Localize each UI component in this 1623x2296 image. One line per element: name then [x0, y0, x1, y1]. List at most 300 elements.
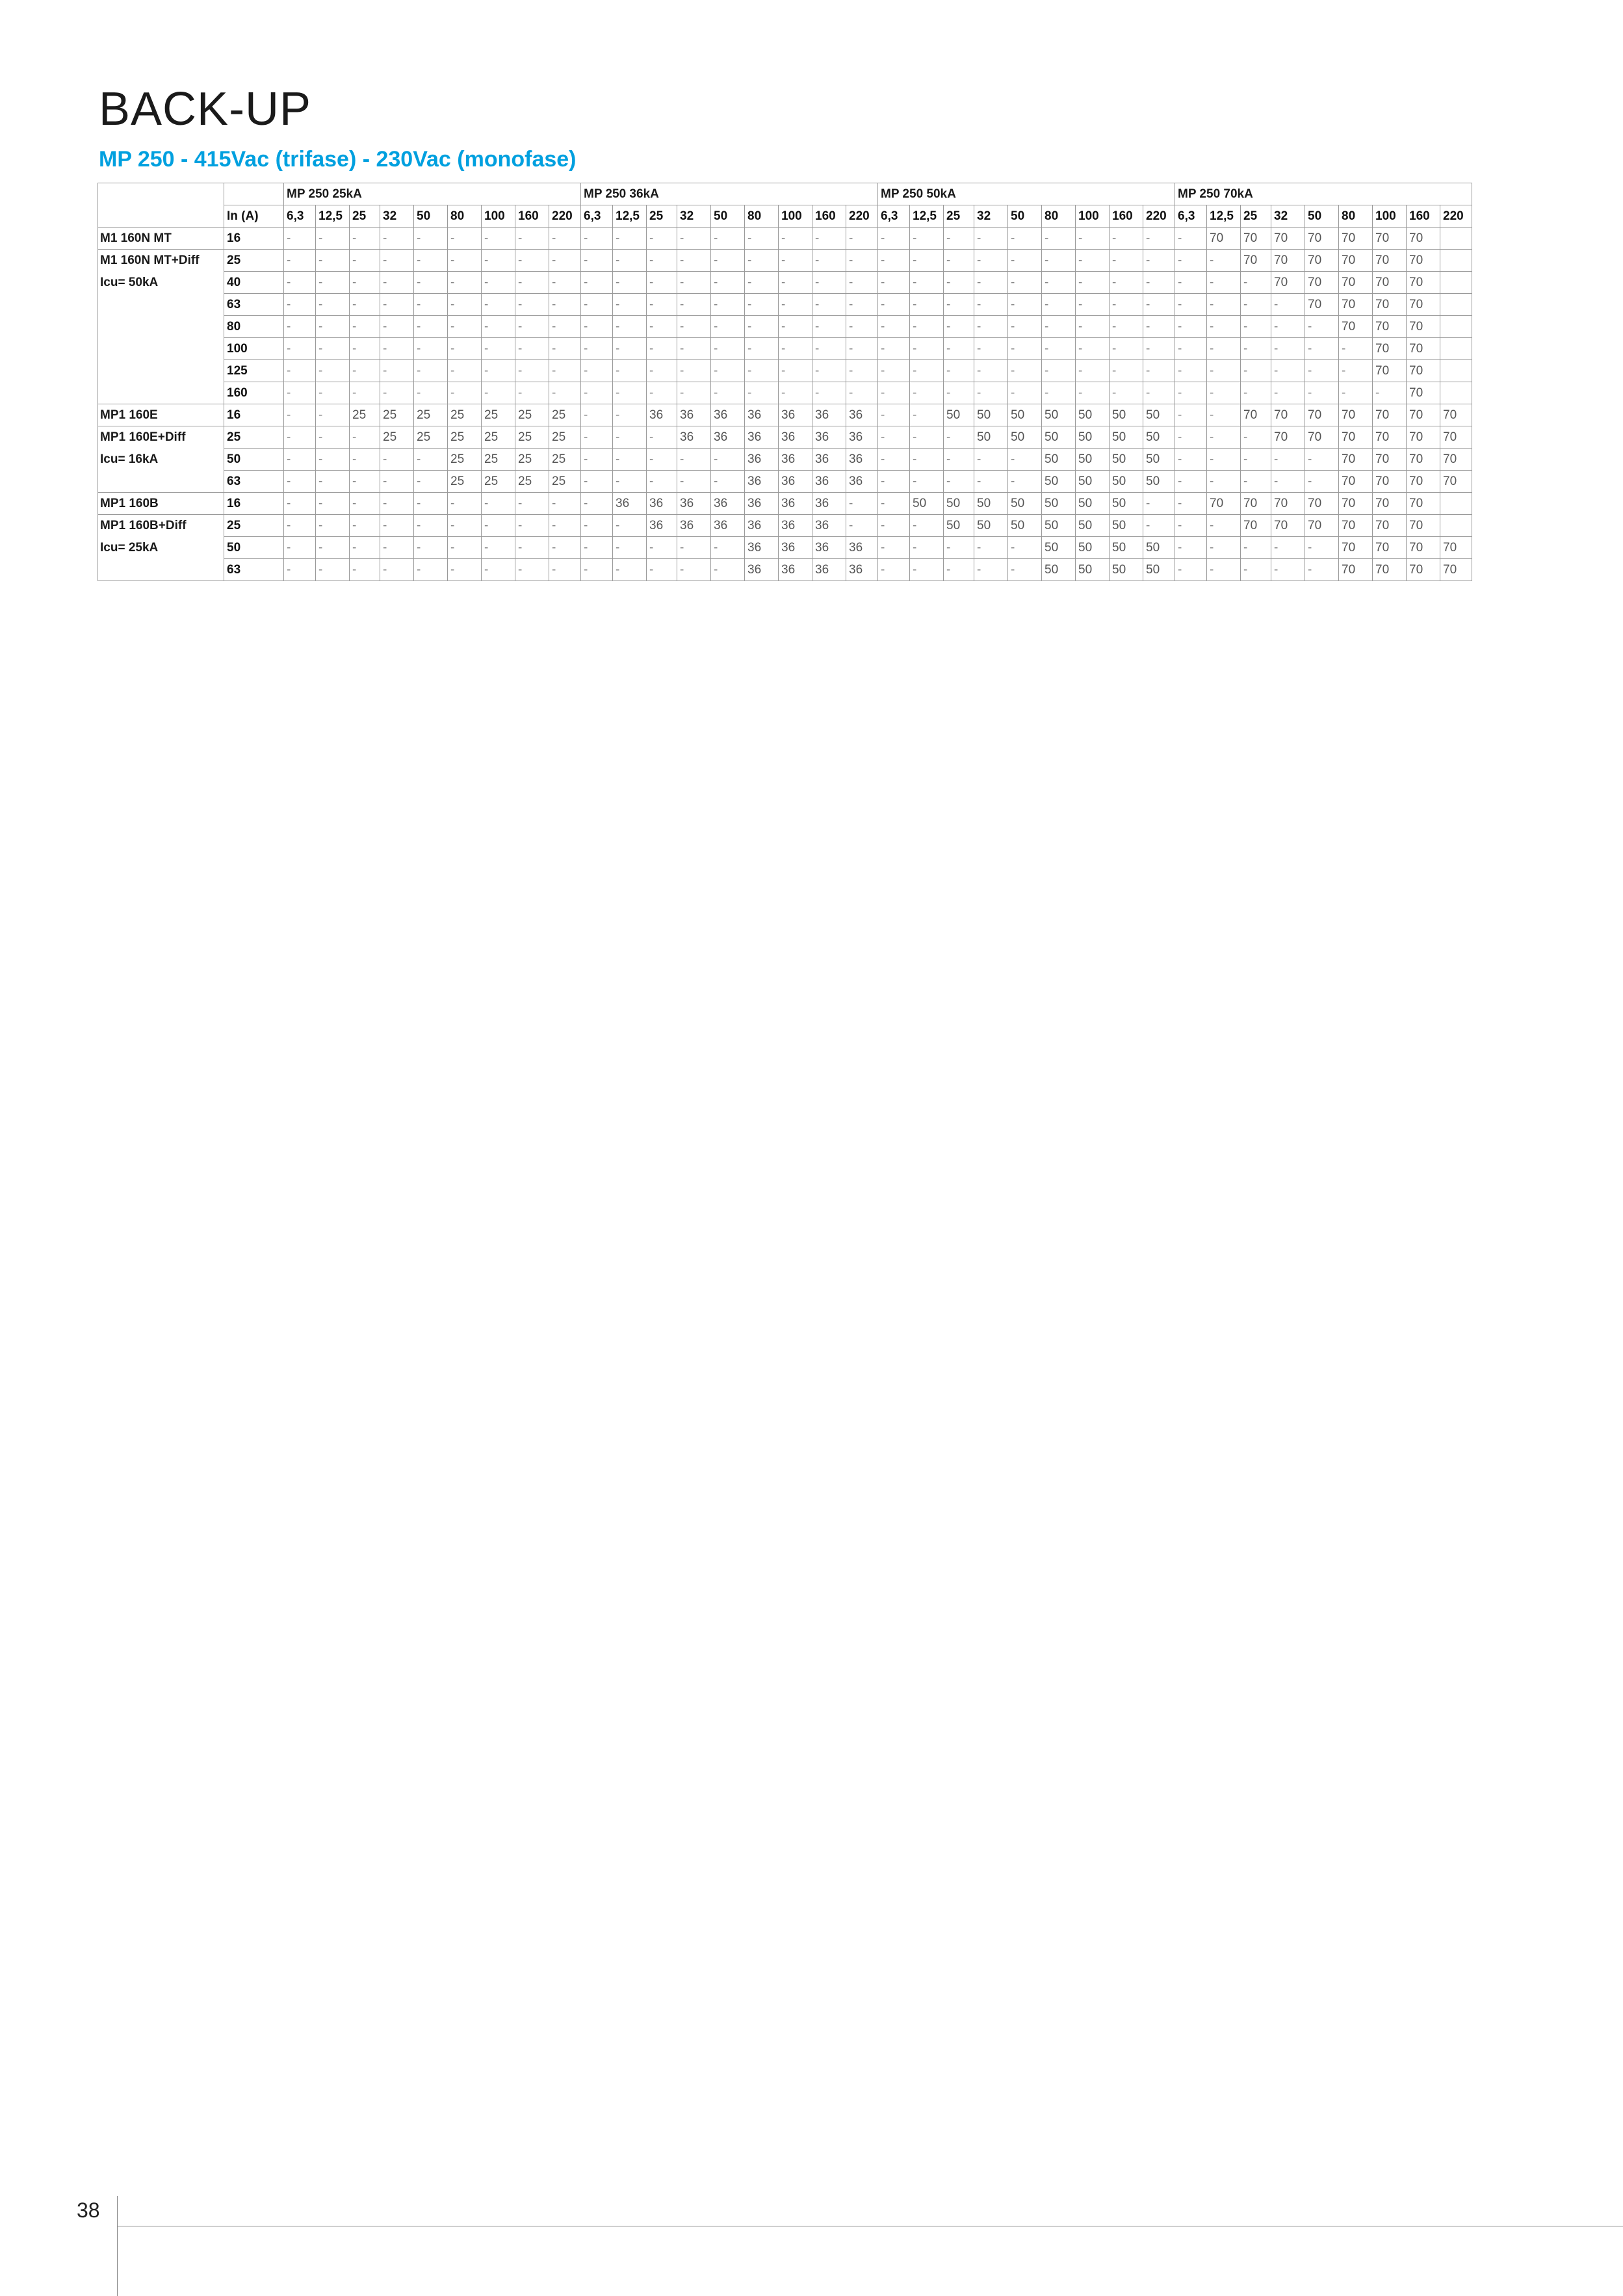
breaking-capacity-cell: - [944, 228, 974, 250]
breaking-capacity-cell: - [677, 228, 711, 250]
table-row [98, 537, 1472, 559]
breaking-capacity-cell: - [1042, 272, 1076, 294]
breaking-capacity-cell: - [1175, 559, 1207, 581]
breaking-capacity-cell: - [711, 316, 745, 338]
breaking-capacity-cell: - [1143, 360, 1175, 382]
column-header: 160 [812, 205, 846, 228]
breaking-capacity-cell: - [515, 493, 549, 515]
breaking-capacity-cell: 70 [1373, 294, 1407, 316]
breaking-capacity-cell: - [515, 294, 549, 316]
breaking-capacity-cell: 50 [974, 426, 1008, 449]
row-current: 63 [224, 559, 284, 581]
breaking-capacity-cell: 50 [1076, 493, 1110, 515]
table-row [98, 382, 1472, 404]
breaking-capacity-cell: 50 [974, 404, 1008, 426]
breaking-capacity-cell: - [1042, 316, 1076, 338]
breaking-capacity-cell: 70 [1339, 515, 1373, 537]
breaking-capacity-cell: - [380, 449, 414, 471]
breaking-capacity-cell: - [284, 537, 316, 559]
breaking-capacity-cell: - [711, 272, 745, 294]
breaking-capacity-cell: - [613, 471, 647, 493]
row-current: 160 [224, 382, 284, 404]
breaking-capacity-cell: 70 [1407, 559, 1440, 581]
breaking-capacity-cell: 50 [1143, 537, 1175, 559]
breaking-capacity-cell: - [414, 493, 448, 515]
breaking-capacity-cell: - [448, 316, 482, 338]
column-header: 32 [380, 205, 414, 228]
breaking-capacity-cell: - [812, 382, 846, 404]
breaking-capacity-cell: 50 [944, 515, 974, 537]
breaking-capacity-cell: - [1143, 493, 1175, 515]
table-row [98, 250, 1472, 272]
breaking-capacity-cell: 36 [711, 493, 745, 515]
breaking-capacity-cell: - [414, 272, 448, 294]
breaking-capacity-cell: - [711, 360, 745, 382]
breaking-capacity-cell: - [613, 316, 647, 338]
breaking-capacity-cell: - [974, 228, 1008, 250]
breaking-capacity-cell: 36 [613, 493, 647, 515]
breaking-capacity-cell: - [1008, 360, 1042, 382]
breaking-capacity-cell: - [1110, 382, 1143, 404]
breaking-capacity-cell: - [779, 228, 812, 250]
breaking-capacity-cell: 36 [779, 493, 812, 515]
breaking-capacity-cell: - [846, 250, 878, 272]
breaking-capacity-cell: - [812, 360, 846, 382]
breaking-capacity-cell: - [910, 404, 944, 426]
breaking-capacity-cell: - [944, 272, 974, 294]
breaking-capacity-cell: - [1207, 360, 1241, 382]
column-header: 25 [350, 205, 380, 228]
breaking-capacity-cell: 70 [1373, 338, 1407, 360]
breaking-capacity-cell: - [677, 316, 711, 338]
breaking-capacity-cell: - [515, 250, 549, 272]
column-header: 220 [1143, 205, 1175, 228]
breaking-capacity-cell: 36 [779, 559, 812, 581]
column-header: 160 [515, 205, 549, 228]
breaking-capacity-cell: - [284, 493, 316, 515]
breaking-capacity-cell: - [1207, 426, 1241, 449]
breaking-capacity-cell: 70 [1373, 559, 1407, 581]
row-current: 63 [224, 294, 284, 316]
breaking-capacity-cell: - [1207, 471, 1241, 493]
breaking-capacity-cell: - [846, 272, 878, 294]
breaking-capacity-cell: - [515, 228, 549, 250]
breaking-capacity-cell: - [910, 426, 944, 449]
breaking-capacity-cell: - [581, 382, 613, 404]
breaking-capacity-cell: 50 [1042, 449, 1076, 471]
row-label [98, 294, 224, 316]
breaking-capacity-cell: - [974, 471, 1008, 493]
row-label: Icu= 50kA [98, 272, 224, 294]
breaking-capacity-cell: 70 [1305, 294, 1339, 316]
breaking-capacity-cell: 70 [1271, 515, 1305, 537]
breaking-capacity-cell: - [581, 471, 613, 493]
breaking-capacity-cell: - [1175, 382, 1207, 404]
breaking-capacity-cell: 50 [1008, 426, 1042, 449]
breaking-capacity-cell: - [284, 272, 316, 294]
breaking-capacity-cell: 70 [1407, 471, 1440, 493]
breaking-capacity-cell: - [1175, 515, 1207, 537]
breaking-capacity-cell: 36 [846, 537, 878, 559]
breaking-capacity-cell: - [1143, 338, 1175, 360]
breaking-capacity-cell: 70 [1407, 228, 1440, 250]
row-label [98, 559, 224, 581]
breaking-capacity-cell: - [1042, 228, 1076, 250]
breaking-capacity-cell: - [711, 559, 745, 581]
breaking-capacity-cell: - [284, 559, 316, 581]
breaking-capacity-cell: - [745, 382, 779, 404]
breaking-capacity-cell: - [910, 537, 944, 559]
breaking-capacity-cell: - [1076, 338, 1110, 360]
breaking-capacity-cell: - [878, 537, 910, 559]
breaking-capacity-cell: 70 [1339, 250, 1373, 272]
breaking-capacity-cell: - [613, 404, 647, 426]
upstream-group-header: MP 250 25kA [284, 183, 581, 205]
breaking-capacity-cell: - [380, 537, 414, 559]
breaking-capacity-cell: - [350, 228, 380, 250]
breaking-capacity-cell: - [647, 382, 677, 404]
breaking-capacity-cell: 25 [549, 426, 581, 449]
breaking-capacity-cell: 50 [1008, 404, 1042, 426]
breaking-capacity-cell: 70 [1373, 515, 1407, 537]
breaking-capacity-cell: - [549, 360, 581, 382]
breaking-capacity-cell: - [613, 515, 647, 537]
breaking-capacity-cell: 70 [1440, 537, 1472, 559]
breaking-capacity-cell: - [414, 471, 448, 493]
breaking-capacity-cell: - [414, 537, 448, 559]
breaking-capacity-cell: 36 [812, 471, 846, 493]
breaking-capacity-cell: - [1076, 382, 1110, 404]
table-row [98, 426, 1472, 449]
breaking-capacity-cell: 50 [1110, 493, 1143, 515]
breaking-capacity-cell: 70 [1305, 515, 1339, 537]
breaking-capacity-cell: 70 [1373, 426, 1407, 449]
column-header: 50 [1008, 205, 1042, 228]
breaking-capacity-cell: - [878, 426, 910, 449]
breaking-capacity-cell: - [1175, 471, 1207, 493]
header-groups-row [98, 183, 1472, 205]
breaking-capacity-cell: - [581, 559, 613, 581]
breaking-capacity-cell: 70 [1407, 404, 1440, 426]
breaking-capacity-cell: - [1110, 250, 1143, 272]
breaking-capacity-cell: - [1241, 316, 1271, 338]
breaking-capacity-cell: - [1305, 338, 1339, 360]
breaking-capacity-cell: - [350, 272, 380, 294]
breaking-capacity-cell: - [581, 316, 613, 338]
table-row [98, 294, 1472, 316]
breaking-capacity-cell: - [1241, 294, 1271, 316]
breaking-capacity-cell: - [284, 426, 316, 449]
breaking-capacity-cell: 70 [1241, 404, 1271, 426]
breaking-capacity-cell: - [549, 316, 581, 338]
breaking-capacity-cell: 70 [1305, 404, 1339, 426]
breaking-capacity-cell: - [350, 426, 380, 449]
breaking-capacity-cell: - [350, 537, 380, 559]
breaking-capacity-cell: - [414, 316, 448, 338]
breaking-capacity-cell: 50 [1042, 471, 1076, 493]
breaking-capacity-cell: 36 [745, 471, 779, 493]
breaking-capacity-cell: - [812, 272, 846, 294]
breaking-capacity-cell: - [613, 250, 647, 272]
breaking-capacity-cell: - [1076, 272, 1110, 294]
breaking-capacity-cell: - [1008, 537, 1042, 559]
breaking-capacity-cell: - [878, 382, 910, 404]
breaking-capacity-cell: - [1207, 294, 1241, 316]
breaking-capacity-cell: - [711, 228, 745, 250]
breaking-capacity-cell: 70 [1407, 316, 1440, 338]
breaking-capacity-cell: - [812, 250, 846, 272]
breaking-capacity-cell: - [1076, 250, 1110, 272]
breaking-capacity-cell: - [380, 559, 414, 581]
column-header: 220 [1440, 205, 1472, 228]
column-header: 25 [647, 205, 677, 228]
breaking-capacity-cell: 70 [1339, 228, 1373, 250]
breaking-capacity-cell: - [515, 537, 549, 559]
breaking-capacity-cell: 36 [779, 449, 812, 471]
column-header: 100 [1076, 205, 1110, 228]
column-header: 25 [944, 205, 974, 228]
breaking-capacity-cell: - [944, 360, 974, 382]
breaking-capacity-cell: - [448, 559, 482, 581]
breaking-capacity-cell: - [515, 515, 549, 537]
breaking-capacity-cell: 70 [1373, 360, 1407, 382]
breaking-capacity-cell: - [846, 360, 878, 382]
upstream-group-header: MP 250 50kA [878, 183, 1175, 205]
breaking-capacity-cell: 50 [1076, 559, 1110, 581]
breaking-capacity-cell: - [1305, 316, 1339, 338]
breaking-capacity-cell: - [910, 515, 944, 537]
row-label: Icu= 16kA [98, 449, 224, 471]
breaking-capacity-cell: - [1143, 272, 1175, 294]
breaking-capacity-cell: - [1042, 294, 1076, 316]
breaking-capacity-cell: - [974, 250, 1008, 272]
breaking-capacity-cell: - [677, 272, 711, 294]
breaking-capacity-cell: - [284, 338, 316, 360]
breaking-capacity-cell: - [316, 559, 350, 581]
breaking-capacity-cell: - [677, 382, 711, 404]
breaking-capacity-cell: - [647, 228, 677, 250]
breaking-capacity-cell: 70 [1241, 228, 1271, 250]
breaking-capacity-cell: 25 [515, 404, 549, 426]
column-header: 80 [1339, 205, 1373, 228]
breaking-capacity-cell: - [1271, 559, 1305, 581]
breaking-capacity-cell: - [350, 493, 380, 515]
breaking-capacity-cell: - [647, 250, 677, 272]
breaking-capacity-cell: - [284, 404, 316, 426]
breaking-capacity-cell: - [647, 559, 677, 581]
breaking-capacity-cell: - [1207, 382, 1241, 404]
breaking-capacity-cell: - [1271, 537, 1305, 559]
breaking-capacity-cell: - [1271, 294, 1305, 316]
row-label [98, 338, 224, 360]
breaking-capacity-cell: - [974, 316, 1008, 338]
row-label: M1 160N MT [98, 228, 224, 250]
breaking-capacity-cell: 50 [1110, 537, 1143, 559]
breaking-capacity-cell: - [1175, 316, 1207, 338]
breaking-capacity-cell: 36 [677, 515, 711, 537]
breaking-capacity-cell: - [350, 382, 380, 404]
breaking-capacity-cell [1440, 360, 1472, 382]
breaking-capacity-cell: - [1207, 537, 1241, 559]
breaking-capacity-cell: 70 [1339, 449, 1373, 471]
breaking-capacity-cell: - [350, 294, 380, 316]
breaking-capacity-cell: - [812, 228, 846, 250]
breaking-capacity-cell: - [1042, 360, 1076, 382]
breaking-capacity-cell: - [878, 404, 910, 426]
breaking-capacity-cell: - [380, 272, 414, 294]
breaking-capacity-cell: 70 [1271, 493, 1305, 515]
breaking-capacity-cell: 36 [745, 493, 779, 515]
table-row [98, 360, 1472, 382]
row-current: 125 [224, 360, 284, 382]
backup-table [97, 183, 1472, 581]
breaking-capacity-cell: - [380, 493, 414, 515]
breaking-capacity-cell: 70 [1339, 294, 1373, 316]
breaking-capacity-cell: - [1305, 537, 1339, 559]
breaking-capacity-cell: 25 [515, 449, 549, 471]
breaking-capacity-cell: - [1110, 338, 1143, 360]
breaking-capacity-cell: - [316, 272, 350, 294]
breaking-capacity-cell: - [414, 250, 448, 272]
breaking-capacity-cell: 25 [448, 404, 482, 426]
breaking-capacity-cell [1440, 338, 1472, 360]
breaking-capacity-cell: 50 [1042, 426, 1076, 449]
breaking-capacity-cell: - [677, 360, 711, 382]
breaking-capacity-cell: - [350, 360, 380, 382]
breaking-capacity-cell: 50 [1076, 515, 1110, 537]
breaking-capacity-cell: - [284, 250, 316, 272]
breaking-capacity-cell: - [284, 382, 316, 404]
breaking-capacity-cell: - [910, 382, 944, 404]
breaking-capacity-cell: - [414, 338, 448, 360]
breaking-capacity-cell: 50 [1143, 449, 1175, 471]
breaking-capacity-cell: 70 [1207, 493, 1241, 515]
corner-cell [98, 183, 224, 205]
breaking-capacity-cell: - [846, 515, 878, 537]
breaking-capacity-cell: - [448, 294, 482, 316]
breaking-capacity-cell: - [1008, 382, 1042, 404]
row-current: 80 [224, 316, 284, 338]
in-header: In (A) [224, 205, 284, 228]
breaking-capacity-cell [1440, 316, 1472, 338]
breaking-capacity-cell: - [944, 426, 974, 449]
breaking-capacity-cell: - [1271, 449, 1305, 471]
row-current: 16 [224, 228, 284, 250]
breaking-capacity-cell: - [878, 250, 910, 272]
row-current: 16 [224, 404, 284, 426]
row-current: 50 [224, 449, 284, 471]
breaking-capacity-cell: - [910, 360, 944, 382]
column-header: 12,5 [316, 205, 350, 228]
breaking-capacity-cell: - [812, 294, 846, 316]
breaking-capacity-cell: 50 [1042, 493, 1076, 515]
breaking-capacity-cell: 70 [1373, 449, 1407, 471]
breaking-capacity-cell: - [1008, 228, 1042, 250]
upstream-group-header: MP 250 70kA [1175, 183, 1472, 205]
breaking-capacity-cell: 70 [1271, 228, 1305, 250]
table-row [98, 515, 1472, 537]
breaking-capacity-cell: 25 [482, 449, 515, 471]
breaking-capacity-cell: 70 [1407, 294, 1440, 316]
breaking-capacity-cell: - [1241, 338, 1271, 360]
breaking-capacity-cell: 50 [974, 515, 1008, 537]
breaking-capacity-cell: 70 [1440, 404, 1472, 426]
breaking-capacity-cell: 36 [677, 426, 711, 449]
breaking-capacity-cell: - [1143, 228, 1175, 250]
breaking-capacity-cell: 36 [812, 537, 846, 559]
breaking-capacity-cell: - [1241, 449, 1271, 471]
breaking-capacity-cell: - [380, 294, 414, 316]
breaking-capacity-cell: - [581, 272, 613, 294]
breaking-capacity-cell: - [711, 537, 745, 559]
breaking-capacity-cell: - [613, 382, 647, 404]
breaking-capacity-cell: - [974, 537, 1008, 559]
breaking-capacity-cell: 70 [1407, 515, 1440, 537]
breaking-capacity-cell: 70 [1440, 559, 1472, 581]
breaking-capacity-cell: - [974, 559, 1008, 581]
breaking-capacity-cell: - [1175, 294, 1207, 316]
breaking-capacity-cell: - [846, 294, 878, 316]
breaking-capacity-cell: - [549, 493, 581, 515]
breaking-capacity-cell: 36 [846, 426, 878, 449]
breaking-capacity-cell: - [846, 228, 878, 250]
breaking-capacity-cell: - [414, 360, 448, 382]
breaking-capacity-cell: - [1339, 360, 1373, 382]
breaking-capacity-cell: 70 [1339, 272, 1373, 294]
breaking-capacity-cell: - [581, 404, 613, 426]
breaking-capacity-cell: - [350, 471, 380, 493]
breaking-capacity-cell: - [549, 272, 581, 294]
breaking-capacity-cell: - [1110, 228, 1143, 250]
breaking-capacity-cell: - [1305, 559, 1339, 581]
breaking-capacity-cell: 70 [1407, 537, 1440, 559]
breaking-capacity-cell [1440, 515, 1472, 537]
breaking-capacity-cell: 50 [1143, 471, 1175, 493]
breaking-capacity-cell: - [677, 294, 711, 316]
breaking-capacity-cell: 70 [1440, 426, 1472, 449]
breaking-capacity-cell: - [745, 250, 779, 272]
breaking-capacity-cell: - [647, 338, 677, 360]
breaking-capacity-cell: 70 [1407, 338, 1440, 360]
breaking-capacity-cell: 50 [1008, 515, 1042, 537]
row-label: MP1 160E+Diff [98, 426, 224, 449]
page-divider-vertical [117, 2196, 118, 2296]
breaking-capacity-cell: - [974, 360, 1008, 382]
column-header: 80 [745, 205, 779, 228]
breaking-capacity-cell: - [1143, 515, 1175, 537]
breaking-capacity-cell: 36 [812, 493, 846, 515]
breaking-capacity-cell: - [745, 272, 779, 294]
breaking-capacity-cell: 50 [1110, 559, 1143, 581]
breaking-capacity-cell: 70 [1373, 471, 1407, 493]
breaking-capacity-cell: 50 [1008, 493, 1042, 515]
column-header: 6,3 [1175, 205, 1207, 228]
breaking-capacity-cell: - [910, 294, 944, 316]
breaking-capacity-cell: - [1042, 338, 1076, 360]
breaking-capacity-cell: - [284, 294, 316, 316]
breaking-capacity-cell: - [1076, 294, 1110, 316]
breaking-capacity-cell: - [1271, 382, 1305, 404]
breaking-capacity-cell: 36 [745, 515, 779, 537]
breaking-capacity-cell: 50 [1110, 471, 1143, 493]
breaking-capacity-cell: - [910, 449, 944, 471]
in-header-empty [224, 183, 284, 205]
breaking-capacity-cell: - [1175, 449, 1207, 471]
row-current: 25 [224, 250, 284, 272]
breaking-capacity-cell: 25 [448, 426, 482, 449]
breaking-capacity-cell: - [1076, 316, 1110, 338]
breaking-capacity-cell: 25 [515, 471, 549, 493]
